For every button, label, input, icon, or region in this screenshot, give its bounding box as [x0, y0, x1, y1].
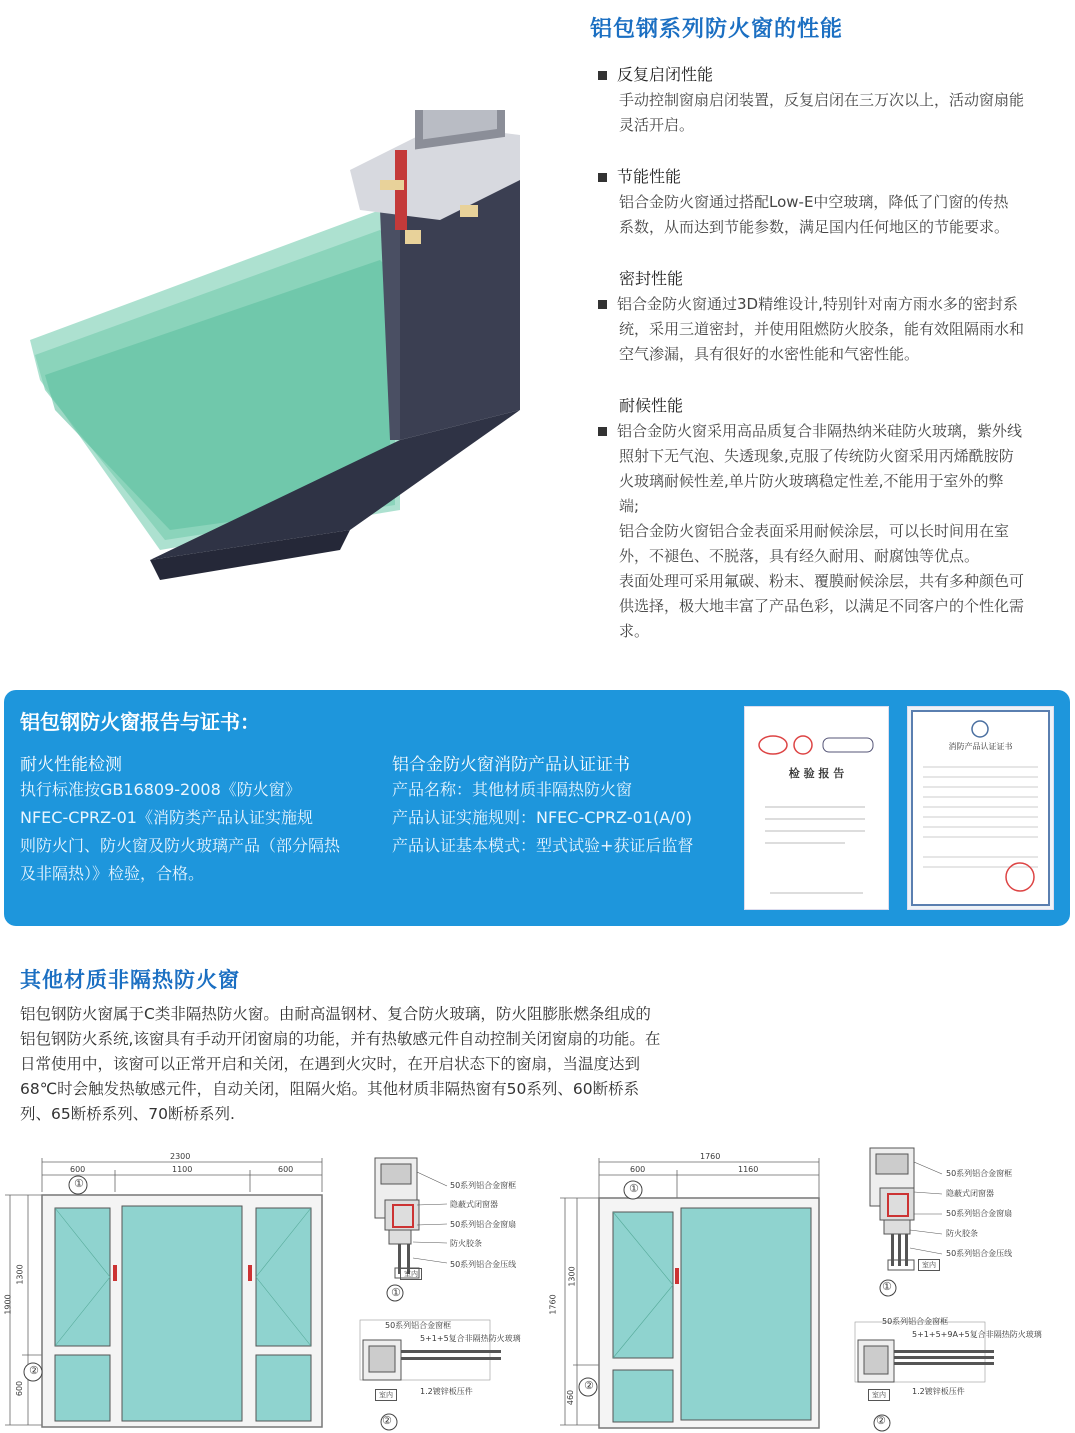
inspection-report-image [744, 706, 889, 910]
marker-1: ① [74, 1177, 84, 1190]
report-title: 铝包钢防火窗报告与证书： [20, 710, 260, 734]
section2-room: 室内 [918, 1259, 940, 1271]
section1-label-frame-2: 50系列铝合金窗框 [385, 1321, 452, 1330]
marker2-2: ② [584, 1379, 594, 1392]
feature-line: 供选择，极大地丰富了产品色彩，以满足不同客户的个性化需 [619, 597, 1025, 615]
section1-marker-2: ② [382, 1414, 392, 1427]
feature-item [598, 62, 1075, 138]
section2-label-plate: 1.2镀锌板压件 [912, 1387, 965, 1396]
section2-label-closer: 隐蔽式闭窗器 [946, 1189, 994, 1198]
report-left-text: 执行标准按GB16809-2008《防火窗》 NFEC-CPRZ-01《消防类产品认证实施规 则防火门、防火窗及防火玻璃产品（部分隔热 及非隔热）》检验，合格。 [20, 780, 341, 883]
feature-title: 节能性能 [617, 167, 682, 186]
feature-title: 耐候性能 [619, 396, 684, 415]
section2-label-frame: 50系列铝合金窗框 [946, 1169, 1013, 1178]
feature-line: 照射下无气泡、失透现象,克服了传统防火窗采用丙烯酰胺防 [619, 447, 1014, 465]
section2-label-frame-2: 50系列铝合金窗框 [882, 1317, 949, 1326]
feature-item [598, 266, 1075, 367]
bullet-icon [598, 71, 607, 80]
dim-width-1: 600 [70, 1165, 86, 1174]
feature-line: 手动控制窗扇启闭装置，反复启闭在三万次以上，活动窗扇能 [619, 91, 1025, 109]
feature-line: 外，不褪色、不脱落，具有经久耐用、耐腐蚀等优点。 [619, 547, 980, 565]
other-title: 其他材质非隔热防火窗 [20, 968, 240, 992]
feature-line: 铝合金防火窗采用高品质复合非隔热纳米硅防火玻璃，紫外线 [617, 422, 1023, 440]
dim2-width-2: 1160 [738, 1165, 759, 1174]
section1-label-plate: 1.2镀锌板压件 [420, 1387, 473, 1396]
feature-line: 系数，从而达到节能参数，满足国内任何地区的节能要求。 [619, 218, 1010, 236]
dim-total-height: 1900 [3, 1294, 13, 1315]
report-left-heading: 耐火性能检测 [20, 755, 122, 775]
feature-line: 空气渗漏，具有很好的水密性能和气密性能。 [619, 345, 920, 363]
report-right-heading: 铝合金防火窗消防产品认证证书 [392, 755, 630, 775]
dim2-width-1: 600 [630, 1165, 646, 1174]
feature-list [598, 62, 1075, 644]
feature-line: 铝合金防火窗通过3D精维设计,特别针对南方雨水多的密封系 [617, 295, 1018, 313]
section1-label-bead: 50系列铝合金压线 [450, 1260, 517, 1269]
section2-room-2: 室内 [868, 1389, 890, 1401]
section1-label-sash: 50系列铝合金窗扇 [450, 1220, 517, 1229]
section2-marker-1: ① [882, 1280, 892, 1293]
marker-2: ② [29, 1364, 39, 1377]
feature-line: 火玻璃耐候性差,单片防火玻璃稳定性差,不能用于室外的弊 [619, 472, 1004, 490]
report-seal-icons [745, 707, 888, 909]
dim-total-width: 2300 [170, 1152, 191, 1161]
dim-height-1: 1300 [15, 1264, 25, 1285]
report-right-text: 产品名称：其他材质非隔热防火窗 产品认证实施规则：NFEC-CPRZ-01(A/0) 产品认证基本模式：型式试验+获证后监督 [392, 780, 694, 855]
report-doc-title: 检 验 报 告 [788, 767, 845, 780]
window-drawing-1 [0, 1150, 340, 1433]
section1-label-closer: 隐蔽式闭窗器 [450, 1200, 498, 1209]
dim2-height-2: 460 [566, 1389, 576, 1406]
dim2-height-1: 1300 [567, 1266, 577, 1287]
feature-title: 密封性能 [619, 269, 684, 288]
feature-line: 统，采用三道密封，并使用阻燃防火胶条，能有效阻隔雨水和 [619, 320, 1025, 338]
section1-label-seal: 防火胶条 [450, 1239, 482, 1248]
feature-line: 铝合金防火窗通过搭配Low-E中空玻璃，降低了门窗的传热 [619, 193, 1009, 211]
marker2-1: ① [629, 1182, 639, 1195]
certificate-doc-title: 消防产品认证证书 [948, 742, 1013, 751]
feature-line: 求。 [619, 622, 650, 640]
feature-item [598, 164, 1075, 240]
performance-title: 铝包钢系列防火窗的性能 [590, 17, 844, 42]
feature-line: 端; [619, 497, 640, 515]
feature-item [598, 393, 1075, 644]
section2-label-bead: 50系列铝合金压线 [946, 1249, 1013, 1258]
feature-title: 反复启闭性能 [617, 65, 714, 84]
feature-line: 表面处理可采用氟碳、粉末、覆膜耐候涂层，共有多种颜色可 [619, 572, 1025, 590]
bullet-icon [598, 427, 607, 436]
certificate-border [908, 707, 1053, 909]
section2-label-glass: 5+1+5+9A+5复合非隔热防火玻璃 [912, 1330, 1042, 1339]
section1-label-glass: 5+1+5复合非隔热防火玻璃 [420, 1334, 521, 1343]
dim2-total-width: 1760 [700, 1152, 721, 1161]
window-drawing-2 [555, 1150, 835, 1433]
feature-line: 灵活开启。 [619, 116, 695, 134]
feature-line: 铝合金防火窗铝合金表面采用耐候涂层，可以长时间用在室 [619, 522, 1010, 540]
bullet-icon [598, 300, 607, 309]
other-description: 铝包钢防火窗属于C类非隔热防火窗。由耐高温钢材、复合防火玻璃，防火阻膨胀燃条组成的 铝包钢防火系统,该窗具有手动开闭窗扇的功能，并有热敏感元件自动控制关闭窗扇的功能。在 日常使用中，该窗可以正常开启和关闭，在遇到火灾时，在开启状态下的窗扇，当温度达到 68℃时会触发热敏感元件，自动关闭，阻隔火焰。其他材质非隔热窗有50系列、60断桥系 列、65断桥系列、70断桥系列. [20, 1005, 661, 1123]
dim2-total-height: 1760 [548, 1294, 558, 1315]
section2-marker-2: ② [876, 1414, 886, 1427]
bullet-icon [598, 173, 607, 182]
dim-width-3: 600 [278, 1165, 294, 1174]
window-profile-illustration [20, 110, 540, 580]
section2-label-seal: 防火胶条 [946, 1229, 978, 1238]
section1-room-2: 室内 [375, 1389, 397, 1401]
dim-width-2: 1100 [172, 1165, 193, 1174]
section2-label-sash: 50系列铝合金窗扇 [946, 1209, 1013, 1218]
section1-marker-1: ① [391, 1286, 401, 1299]
section1-room: 室内 [400, 1268, 422, 1280]
dim-height-2: 600 [15, 1380, 25, 1397]
section1-label-frame: 50系列铝合金窗框 [450, 1181, 517, 1190]
certification-image [907, 706, 1054, 910]
